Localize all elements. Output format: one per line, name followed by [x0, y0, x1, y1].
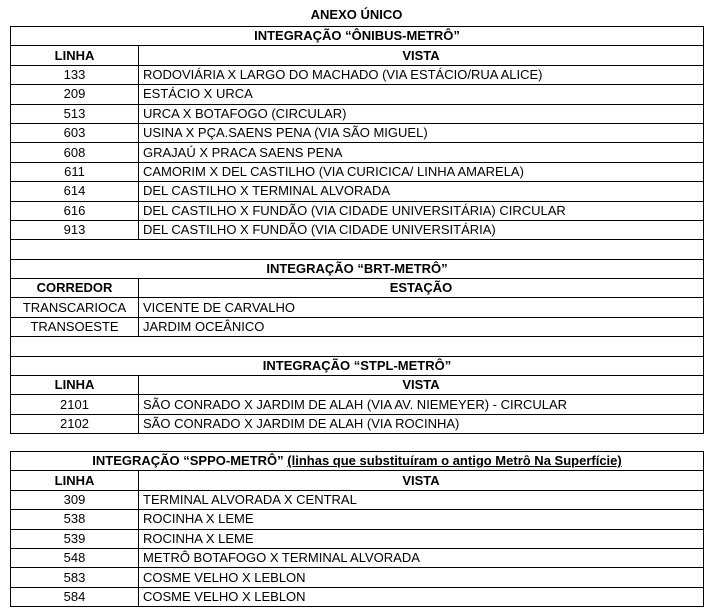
row-description-cell: JARDIM OCEÂNICO	[139, 317, 704, 336]
section-title	[11, 27, 704, 46]
table-row	[11, 85, 704, 104]
row-code-cell: 913	[11, 220, 139, 239]
section-title	[11, 259, 704, 278]
table-row	[11, 568, 704, 587]
row-code-cell: 616	[11, 201, 139, 220]
section-title-row	[11, 259, 704, 278]
column-header-1: LINHA	[11, 46, 139, 65]
column-header-1: LINHA	[11, 376, 139, 395]
table-row	[11, 162, 704, 181]
column-header-1: LINHA	[11, 471, 139, 490]
row-code-cell: 209	[11, 85, 139, 104]
section-stpl	[11, 356, 704, 434]
row-description-cell: ESTÁCIO X URCA	[139, 85, 704, 104]
row-description-cell: METRÔ BOTAFOGO X TERMINAL ALVORADA	[139, 548, 704, 567]
table-row	[11, 317, 704, 336]
section-title-row	[11, 27, 704, 46]
row-code-cell: 133	[11, 65, 139, 84]
column-header-1: CORREDOR	[11, 279, 139, 298]
row-description-cell: TERMINAL ALVORADA X CENTRAL	[139, 490, 704, 509]
row-code-cell: 614	[11, 182, 139, 201]
table-row	[11, 529, 704, 548]
column-header-2: ESTAÇÃO	[139, 279, 704, 298]
row-code-cell: 539	[11, 529, 139, 548]
section-title-text: INTEGRAÇÃO “SPPO-METRÔ”	[92, 453, 284, 469]
row-code-cell: 538	[11, 510, 139, 529]
section-title	[11, 356, 704, 375]
integration-table-main	[10, 26, 704, 434]
row-description-cell: COSME VELHO X LEBLON	[139, 568, 704, 587]
column-header-2: VISTA	[139, 46, 704, 65]
row-code-cell: 2101	[11, 395, 139, 414]
column-header-2: VISTA	[139, 471, 704, 490]
table-row	[11, 548, 704, 567]
column-header-row	[11, 471, 704, 490]
section-title-note: (linhas que substituíram o antigo Metrô Na Superfície)	[287, 453, 622, 469]
row-code-cell: 309	[11, 490, 139, 509]
table-row	[11, 104, 704, 123]
row-description-cell: URCA X BOTAFOGO (CIRCULAR)	[139, 104, 704, 123]
row-code-cell: TRANSOESTE	[11, 317, 139, 336]
table-row	[11, 510, 704, 529]
column-header-row	[11, 376, 704, 395]
row-code-cell: 584	[11, 587, 139, 606]
table-row	[11, 182, 704, 201]
table-row	[11, 490, 704, 509]
row-code-cell: 2102	[11, 414, 139, 433]
row-description-cell: DEL CASTILHO X FUNDÃO (VIA CIDADE UNIVERSITÁRIA) CIRCULAR	[139, 201, 704, 220]
section-spacer	[11, 240, 704, 259]
row-description-cell: USINA X PÇA.SAENS PENA (VIA SÃO MIGUEL)	[139, 123, 704, 142]
row-code-cell: 548	[11, 548, 139, 567]
column-header-row	[11, 279, 704, 298]
section-title-text: INTEGRAÇÃO “BRT-METRÔ”	[266, 260, 448, 276]
row-description-cell: SÃO CONRADO X JARDIM DE ALAH (VIA ROCINHA)	[139, 414, 704, 433]
document-title: ANEXO ÚNICO	[310, 7, 403, 22]
row-description-cell: SÃO CONRADO X JARDIM DE ALAH (VIA AV. NIEMEYER) - CIRCULAR	[139, 395, 704, 414]
column-header-2: VISTA	[139, 376, 704, 395]
section-title-row	[11, 452, 704, 471]
table-row	[11, 395, 704, 414]
table-row	[11, 298, 704, 317]
row-description-cell: ROCINHA X LEME	[139, 510, 704, 529]
section-onibus	[11, 27, 704, 240]
table-row	[11, 201, 704, 220]
row-description-cell: DEL CASTILHO X FUNDÃO (VIA CIDADE UNIVERSITÁRIA)	[139, 220, 704, 239]
section-title-row	[11, 356, 704, 375]
row-description-cell: CAMORIM X DEL CASTILHO (VIA CURICICA/ LINHA AMARELA)	[139, 162, 704, 181]
row-description-cell: VICENTE DE CARVALHO	[139, 298, 704, 317]
section-brt	[11, 259, 704, 337]
row-description-cell: RODOVIÁRIA X LARGO DO MACHADO (VIA ESTÁCIO/RUA ALICE)	[139, 65, 704, 84]
table-row	[11, 143, 704, 162]
section-title-text: INTEGRAÇÃO “ÔNIBUS-METRÔ”	[254, 28, 460, 44]
table-row	[11, 414, 704, 433]
section-spacer	[11, 337, 704, 356]
column-header-row	[11, 46, 704, 65]
row-code-cell: 583	[11, 568, 139, 587]
row-description-cell: ROCINHA X LEME	[139, 529, 704, 548]
row-code-cell: 513	[11, 104, 139, 123]
row-description-cell: DEL CASTILHO X TERMINAL ALVORADA	[139, 182, 704, 201]
table-row	[11, 65, 704, 84]
row-description-cell: GRAJAÚ X PRACA SAENS PENA	[139, 143, 704, 162]
row-code-cell: TRANSCARIOCA	[11, 298, 139, 317]
row-description-cell: COSME VELHO X LEBLON	[139, 587, 704, 606]
section-title	[11, 452, 704, 471]
section-title-text: INTEGRAÇÃO “STPL-METRÔ”	[262, 357, 452, 373]
section-sppo	[11, 452, 704, 607]
row-code-cell: 611	[11, 162, 139, 181]
table-row	[11, 220, 704, 239]
table-row	[11, 587, 704, 606]
row-code-cell: 608	[11, 143, 139, 162]
table-row	[11, 123, 704, 142]
row-code-cell: 603	[11, 123, 139, 142]
integration-table-sppo	[10, 451, 704, 607]
